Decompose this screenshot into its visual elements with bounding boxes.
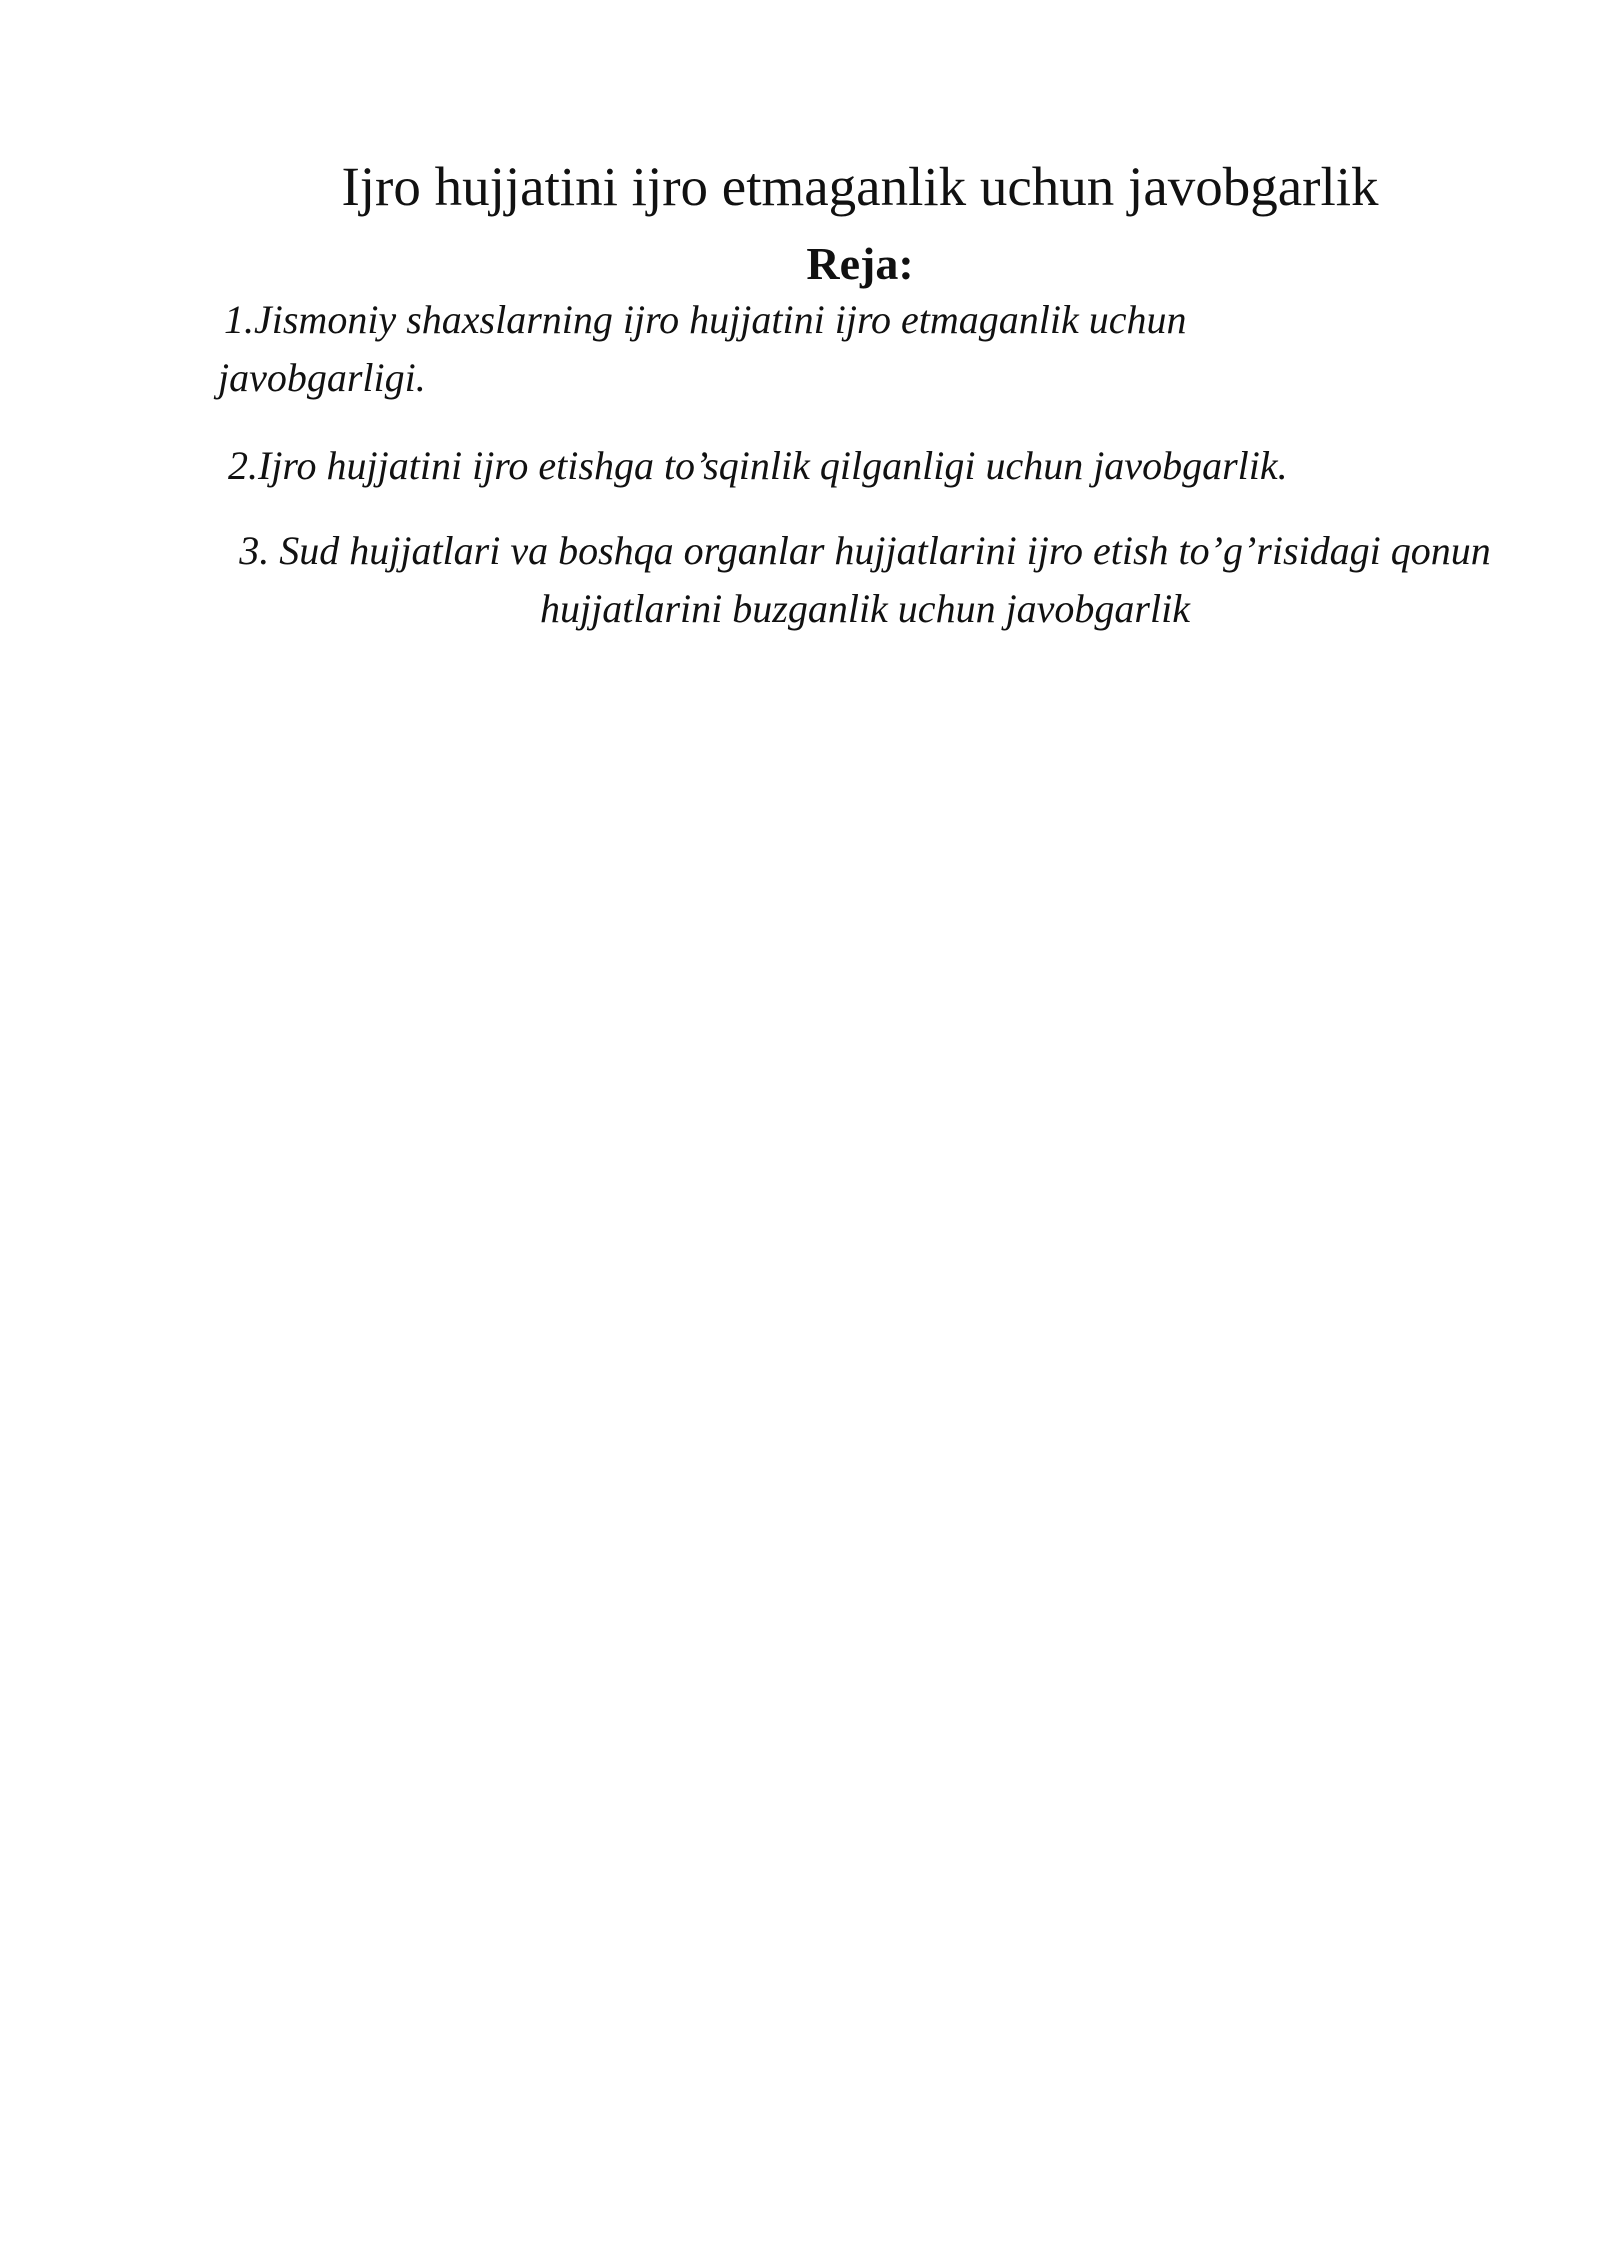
document-title: Ijro hujjatini ijro etmaganlik uchun javobgarlik — [341, 156, 1379, 217]
plan-item-2: 2.Ijro hujjatini ijro etishga to’sqinlik qilganligi uchun javobgarlik. — [228, 443, 1288, 488]
plan-item-1: 1.Jismoniy shaxslarning ijro hujjatini ijro etmaganlik uchun javobgarligi. — [218, 297, 1187, 400]
plan-heading: Reja: — [806, 238, 914, 289]
plan-item-3: 3. Sud hujjatlari va boshqa organlar hujjatlarini ijro etish to’g’risidagi qonun hujjatlarini buzganlik uchun javobgarlik — [239, 528, 1491, 631]
